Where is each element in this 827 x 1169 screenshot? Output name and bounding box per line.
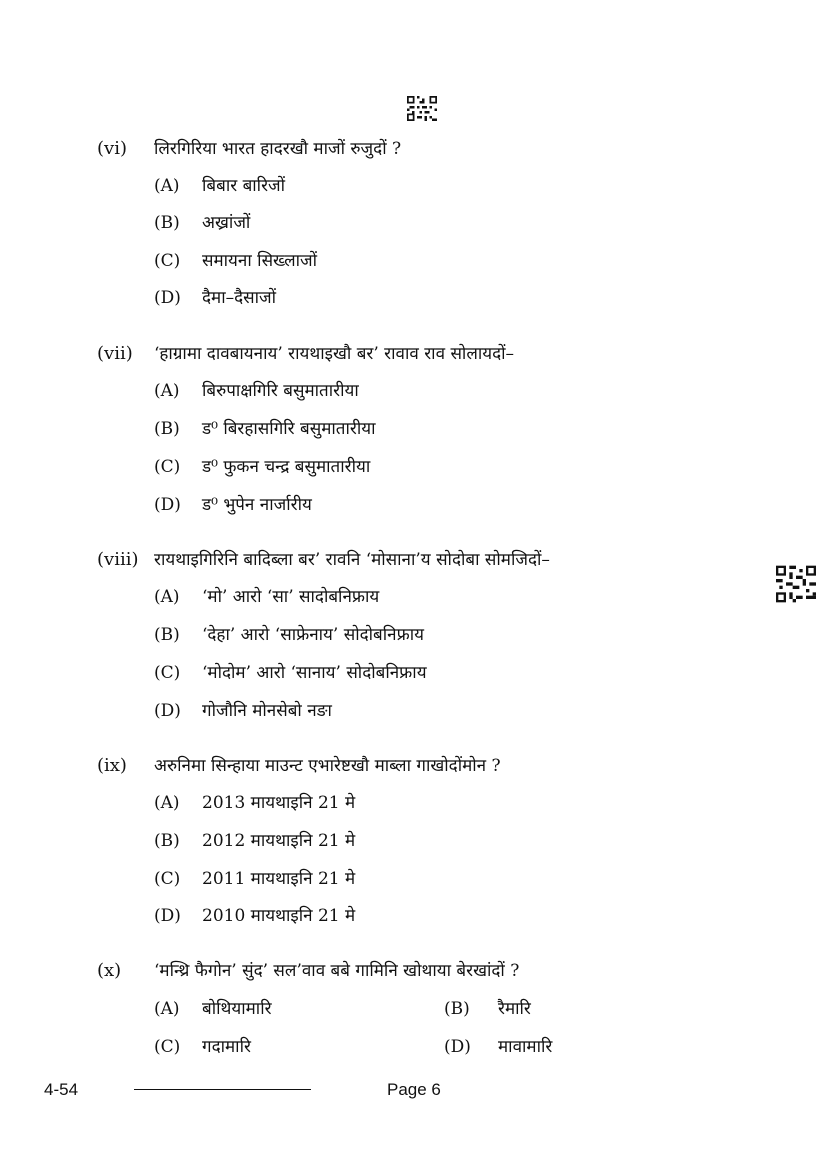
option-key: (C) bbox=[154, 663, 181, 683]
option-text: मावामारि bbox=[498, 1037, 553, 1057]
option-key: (B) bbox=[154, 213, 180, 233]
question-text: ‘मन्थ्रि फैगोन’ सुंद’ सल’वाव बबे गामिनि खोथाया बेरखांदों ? bbox=[154, 961, 520, 981]
option-key: (B) bbox=[154, 625, 180, 645]
option-text: 2012 मायथाइनि 21 मे bbox=[202, 831, 356, 851]
option-key: (D) bbox=[444, 1037, 471, 1057]
option-key: (C) bbox=[154, 869, 181, 889]
option-text: ड⁰ फुकन चन्द्र बसुमातारीया bbox=[202, 457, 371, 477]
option-text: 2010 मायथाइनि 21 मे bbox=[202, 906, 356, 926]
option-text: ड⁰ भुपेन नार्जारीय bbox=[202, 495, 312, 515]
option-key: (A) bbox=[154, 587, 180, 607]
option-key: (D) bbox=[154, 701, 181, 721]
option-key: (C) bbox=[154, 251, 181, 271]
option-text: बोथियामारि bbox=[202, 999, 272, 1019]
question-text: अरुनिमा सिन्हाया माउन्ट एभारेष्टखौ माब्ला गाखोदोंमोन ? bbox=[154, 756, 501, 776]
option-text: ‘देहा’ आरो ‘साफ्रेनाय’ सोदोबनिफ्राय bbox=[202, 625, 424, 645]
option-key: (C) bbox=[154, 1037, 181, 1057]
question-number: (ix) bbox=[97, 755, 127, 776]
option-text: अख्रांजों bbox=[202, 213, 251, 233]
question-number: (x) bbox=[97, 960, 122, 981]
footer-divider bbox=[134, 1089, 311, 1090]
option-text: गदामारि bbox=[202, 1037, 251, 1057]
option-key: (B) bbox=[444, 999, 470, 1019]
option-key: (A) bbox=[154, 176, 180, 196]
option-key: (C) bbox=[154, 457, 181, 477]
question-text: लिरगिरिया भारत हादरखौ माजों रुजुदों ? bbox=[154, 139, 402, 159]
option-text: बिरुपाक्षगिरि बसुमातारीया bbox=[202, 381, 359, 401]
option-text: समायना सिख्लाजों bbox=[202, 251, 318, 271]
question-number: (vii) bbox=[97, 343, 133, 364]
question-number: (viii) bbox=[97, 549, 139, 570]
question-text: रायथाइगिरिनि बादिब्ला बर’ रावनि ‘मोसाना’य सोदोबा सोमजिदों– bbox=[154, 550, 550, 570]
option-text: ‘मो’ आरो ‘सा’ सादोबनिफ्राय bbox=[202, 587, 380, 607]
option-text: गोजौनि मोनसेबो नङा bbox=[202, 701, 332, 721]
option-text: 2011 मायथाइनि 21 मे bbox=[202, 869, 356, 889]
paper-code: 4-54 bbox=[44, 1080, 79, 1099]
option-text: 2013 मायथाइनि 21 मे bbox=[202, 793, 356, 813]
option-key: (A) bbox=[154, 381, 180, 401]
question-number: (vi) bbox=[97, 138, 127, 159]
option-text: ड⁰ बिरहासगिरि बसुमातारीया bbox=[202, 419, 376, 439]
option-key: (A) bbox=[154, 999, 180, 1019]
option-key: (A) bbox=[154, 793, 180, 813]
option-key: (D) bbox=[154, 495, 181, 515]
option-text: दैमा–दैसाजों bbox=[202, 288, 277, 308]
qr-code-icon-top bbox=[407, 96, 437, 121]
option-key: (B) bbox=[154, 419, 180, 439]
question-text: ‘हाग्रामा दावबायनाय’ रायथाइखौ बर’ रावाव राव सोलायदों– bbox=[154, 344, 515, 364]
option-key: (B) bbox=[154, 831, 180, 851]
option-text: रैमारि bbox=[498, 999, 531, 1019]
option-text: ‘मोदोम’ आरो ‘सानाय’ सोदोबनिफ्राय bbox=[202, 663, 427, 683]
option-text: बिबार बारिजों bbox=[202, 176, 286, 196]
option-key: (D) bbox=[154, 288, 181, 308]
option-key: (D) bbox=[154, 906, 181, 926]
page-number: Page 6 bbox=[387, 1080, 441, 1099]
